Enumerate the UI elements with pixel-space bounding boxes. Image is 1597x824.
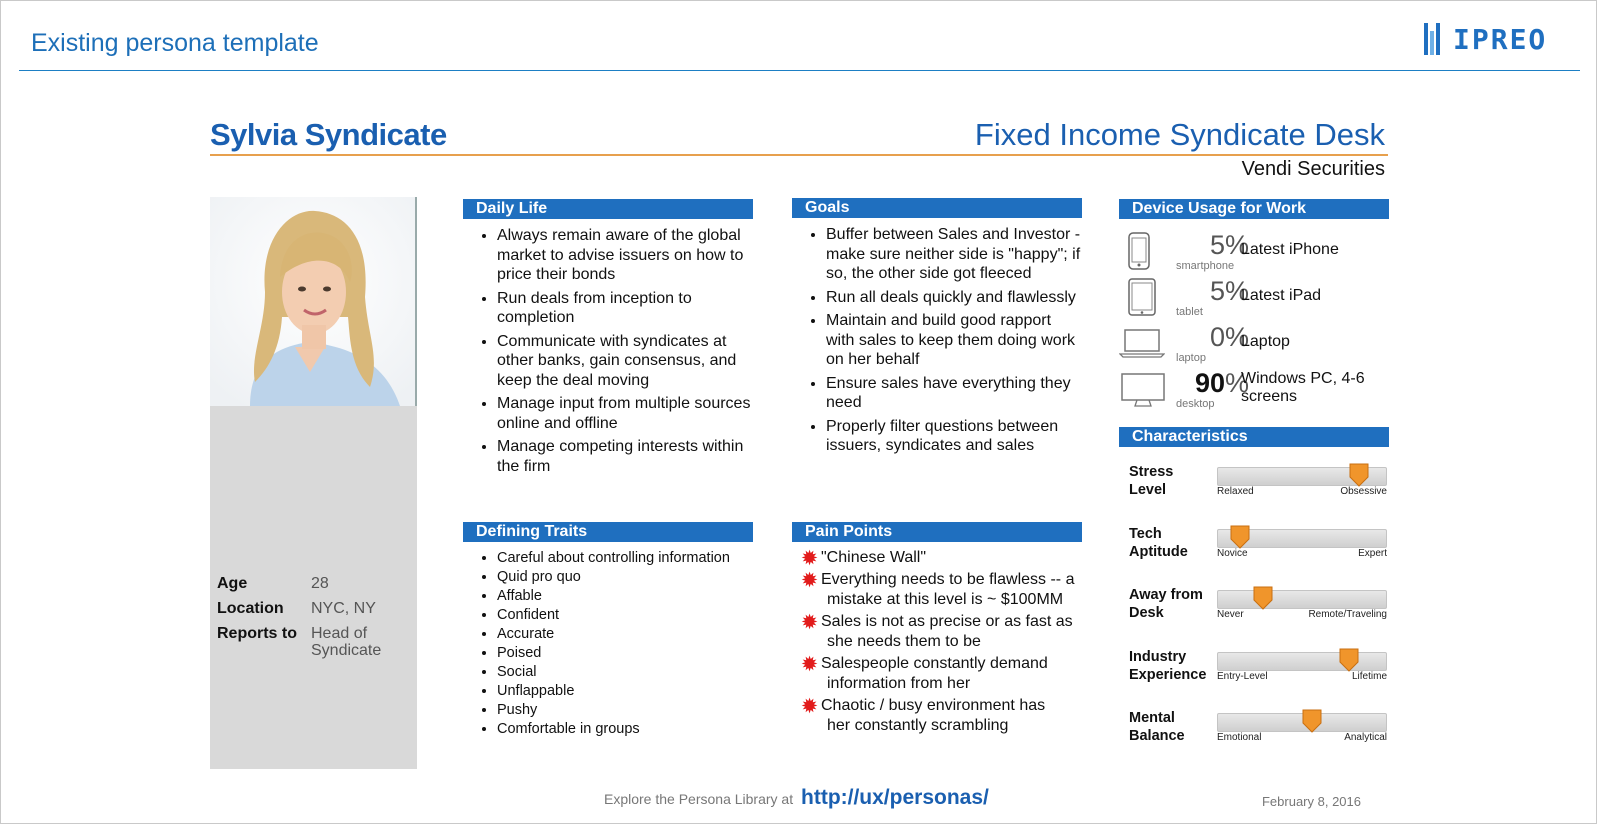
characteristic-slider	[1217, 652, 1387, 671]
device-label: Latest iPad	[1241, 287, 1322, 304]
detail-location	[217, 600, 406, 618]
scale-high-label: Remote/Traveling	[1308, 609, 1387, 620]
scale-high-label: Lifetime	[1351, 670, 1387, 682]
pain-points-section	[792, 522, 1082, 738]
persona-portrait	[210, 197, 417, 406]
scale-low-label: Entry-Level	[1217, 670, 1268, 682]
characteristic-away-from-desk	[1121, 582, 1389, 644]
device-percent-sign: %	[1224, 230, 1249, 260]
persona-library-link[interactable]: http://ux/personas/	[801, 786, 989, 809]
detail-reports-to	[217, 625, 406, 659]
detail-value: Head of Syndicate	[311, 625, 382, 659]
characteristic-slider	[1217, 713, 1387, 732]
footer-text: Explore the Persona Library at	[604, 791, 794, 807]
device-row-smartphone	[1121, 230, 1389, 276]
pain-point-item	[802, 548, 1082, 569]
device-percent	[1176, 322, 1249, 353]
device-type: tablet	[1176, 306, 1203, 318]
pain-point-item	[802, 612, 1082, 653]
logo-text: IPREO	[1453, 22, 1548, 56]
device-row-laptop	[1121, 322, 1389, 368]
pain-point-item	[802, 654, 1082, 695]
slider-thumb-icon	[1302, 709, 1322, 733]
daily-life-list	[463, 226, 753, 476]
characteristics-section	[1119, 427, 1389, 447]
list-item: • Unflappable	[497, 682, 753, 701]
characteristic-label: Industry Experience	[1129, 648, 1207, 683]
characteristic-label: Away from Desk	[1129, 587, 1203, 621]
goals-list	[792, 225, 1082, 456]
characteristic-slider	[1217, 467, 1387, 486]
slide-date: February 8, 2016	[1261, 794, 1361, 809]
device-percent	[1176, 230, 1249, 261]
pain-point-text: she needs them to be	[827, 633, 981, 650]
traits-list	[463, 549, 753, 739]
tablet-icon	[1127, 278, 1157, 316]
device-label: Laptop	[1241, 333, 1290, 350]
device-label: Latest iPhone	[1241, 241, 1339, 258]
list-item: • Always remain aware of the global market to advise issuers on how to price their bonds	[497, 226, 753, 285]
list-item: • Comfortable in groups	[497, 720, 753, 739]
persona-name: Sylvia Syndicate	[210, 117, 447, 152]
device-percent	[1176, 276, 1249, 307]
characteristics-list	[1121, 459, 1389, 767]
pain-point-text: Salespeople constantly demand	[821, 654, 1048, 672]
device-row-desktop	[1121, 368, 1389, 414]
device-percent-number: 5	[1209, 230, 1225, 260]
profile-panel	[210, 197, 417, 769]
device-percent-number: 5	[1209, 276, 1225, 306]
characteristic-industry-experience	[1121, 644, 1389, 706]
list-item: • Pushy	[497, 701, 753, 720]
list-item: • Ensure sales have everything they need	[826, 374, 1082, 413]
detail-label: Location	[217, 600, 284, 617]
section-header: Device Usage for Work	[1119, 199, 1389, 219]
device-type: desktop	[1176, 398, 1215, 410]
list-item: • Properly filter questions between issuers, syndicates and sales	[826, 417, 1082, 456]
list-item: • Affable	[497, 587, 753, 606]
device-usage-section	[1119, 199, 1389, 219]
scale-high-label: Expert	[1358, 547, 1387, 559]
list-item: • Accurate	[497, 625, 753, 644]
list-item: • Manage input from multiple sources online and offline	[497, 394, 753, 433]
device-percent-sign: %	[1224, 368, 1249, 398]
list-item: • Manage competing interests within the firm	[497, 437, 753, 476]
asterisk-icon: ✹	[802, 548, 818, 568]
list-item: • Run all deals quickly and flawlessly	[826, 288, 1082, 308]
asterisk-icon: ✹	[802, 569, 818, 590]
defining-traits-section	[463, 522, 753, 739]
slider-thumb-icon	[1349, 463, 1369, 487]
list-item: • Maintain and build good rapport with sales to keep them doing work on her behalf	[826, 311, 1082, 370]
pain-point-text: her constantly scrambling	[827, 717, 1009, 734]
persona-photo	[210, 197, 417, 406]
detail-label: Reports to	[217, 625, 297, 642]
section-header: Daily Life	[463, 199, 753, 219]
characteristic-label: Stress Level	[1129, 464, 1174, 498]
device-percent	[1176, 368, 1249, 399]
characteristic-slider	[1217, 590, 1387, 609]
asterisk-icon: ✹	[802, 653, 818, 674]
persona-role: Fixed Income Syndicate Desk	[974, 117, 1385, 152]
scale-low-label: Never	[1217, 609, 1244, 620]
device-type: smartphone	[1176, 260, 1235, 272]
pain-point-text: mistake at this level is ~ $100MM	[827, 591, 1064, 608]
device-label: Windows PC, 4-6 screens	[1241, 370, 1365, 405]
section-header: Characteristics	[1119, 427, 1389, 447]
device-type: laptop	[1176, 352, 1206, 364]
pain-point-text: Sales is not as precise or as fast as	[821, 612, 1073, 630]
device-percent-number: 90	[1194, 368, 1225, 398]
slider-thumb-icon	[1339, 648, 1359, 672]
pain-point-item	[802, 696, 1082, 737]
slider-thumb-icon	[1230, 525, 1250, 549]
characteristic-mental-balance	[1121, 705, 1389, 767]
device-percent-sign: %	[1224, 276, 1249, 306]
scale-low-label: Relaxed	[1217, 486, 1254, 497]
list-item: • Confident	[497, 606, 753, 625]
detail-value: 28	[311, 575, 329, 592]
scale-low-label: Emotional	[1217, 732, 1262, 743]
section-header: Defining Traits	[463, 522, 753, 542]
pain-points-list	[792, 548, 1082, 737]
section-header: Goals	[792, 198, 1082, 218]
daily-life-section	[463, 199, 753, 480]
detail-label: Age	[217, 575, 248, 592]
pain-point-item	[802, 570, 1082, 611]
footer	[604, 786, 989, 810]
smartphone-icon	[1127, 232, 1151, 270]
pain-point-text: Chaotic / busy environment has	[821, 696, 1046, 714]
list-item: • Poised	[497, 644, 753, 663]
pain-point-text: information from her	[827, 675, 971, 692]
characteristic-slider	[1217, 529, 1387, 548]
characteristic-label: Tech Aptitude	[1129, 525, 1188, 560]
list-item: • Social	[497, 663, 753, 682]
title-divider	[210, 154, 1388, 156]
device-row-tablet	[1121, 276, 1389, 322]
device-percent-sign: %	[1224, 322, 1249, 352]
slider-thumb-icon	[1253, 586, 1273, 610]
laptop-icon	[1119, 328, 1165, 358]
list-item: • Careful about controlling information	[497, 549, 753, 568]
scale-high-label: Analytical	[1344, 732, 1387, 743]
device-usage-list	[1121, 230, 1389, 414]
persona-details	[217, 575, 406, 666]
goals-section	[792, 198, 1082, 460]
characteristic-tech-aptitude	[1121, 521, 1389, 583]
slide-title: Existing persona template	[31, 29, 319, 57]
pain-point-text: "Chinese Wall"	[821, 549, 927, 566]
scale-low-label: Novice	[1217, 547, 1248, 559]
detail-age	[217, 575, 406, 593]
logo-bars-icon	[1424, 23, 1446, 55]
characteristic-label: Mental Balance	[1129, 710, 1185, 744]
persona-company: Vendi Securities	[1241, 158, 1385, 180]
section-header: Pain Points	[792, 522, 1082, 542]
ipreo-logo	[1424, 19, 1584, 59]
header-divider	[19, 70, 1580, 71]
desktop-icon	[1120, 372, 1166, 408]
device-percent-number: 0	[1209, 322, 1225, 352]
list-item: • Quid pro quo	[497, 568, 753, 587]
characteristic-stress-level	[1121, 459, 1389, 521]
scale-high-label: Obsessive	[1340, 486, 1387, 497]
pain-point-text: Everything needs to be flawless -- a	[821, 570, 1075, 588]
list-item: • Communicate with syndicates at other banks, gain consensus, and keep the deal moving	[497, 332, 753, 391]
asterisk-icon: ✹	[802, 695, 818, 716]
asterisk-icon: ✹	[802, 611, 818, 632]
list-item: • Buffer between Sales and Investor - make sure neither side is "happy"; if so, the other side got fleeced	[826, 225, 1082, 284]
list-item: • Run deals from inception to completion	[497, 289, 753, 328]
detail-value: NYC, NY	[311, 600, 376, 617]
